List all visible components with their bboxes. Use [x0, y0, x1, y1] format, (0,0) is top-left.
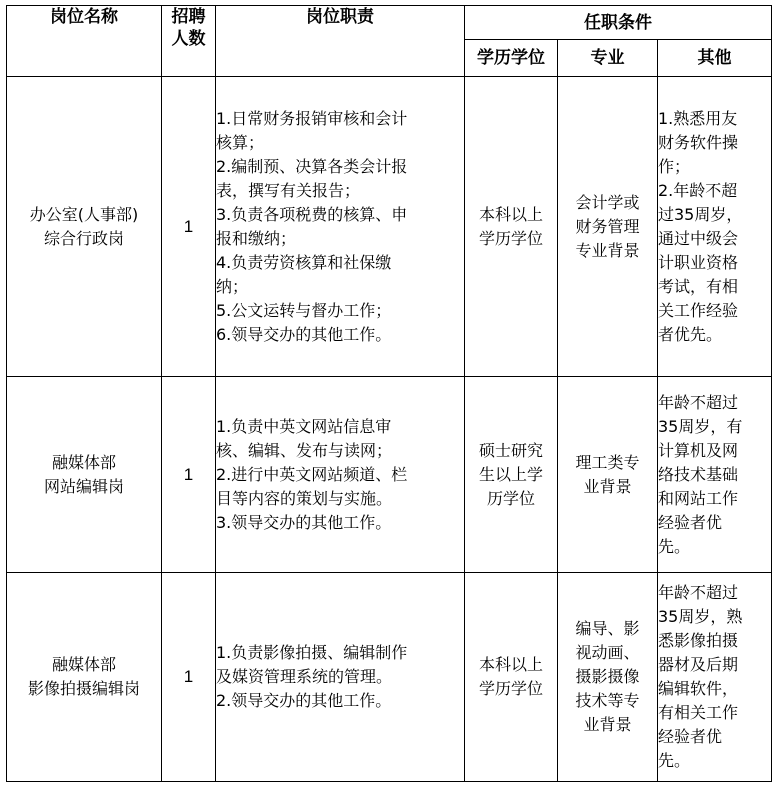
recruit-count-cell: 1: [162, 377, 216, 573]
header-duties: 岗位职责: [216, 6, 465, 77]
recruitment-table: [6, 5, 772, 782]
major-cell: 编导、影 视动画、 摄影摄像 技术等专 业背景: [558, 573, 658, 782]
other-requirements-cell: 年龄不超过 35周岁，有 计算机及网 络技术基础 和网站工作 经验者优 先。: [658, 377, 772, 573]
table-row: [7, 77, 772, 377]
header-position-name: 岗位名称: [7, 6, 162, 77]
table-row: [7, 573, 772, 782]
recruit-count-cell: 1: [162, 77, 216, 377]
education-cell: 本科以上 学历学位: [465, 573, 558, 782]
table-row: [7, 377, 772, 573]
major-cell: 理工类专 业背景: [558, 377, 658, 573]
position-name-cell: 办公室(人事部) 综合行政岗: [7, 77, 162, 377]
major-cell: 会计学或 财务管理 专业背景: [558, 77, 658, 377]
other-requirements-cell: 年龄不超过 35周岁，熟 悉影像拍摄 器材及后期 编辑软件， 有相关工作 经验者优 先。: [658, 573, 772, 782]
header-education: 学历学位: [465, 40, 558, 77]
header-major: 专业: [558, 40, 658, 77]
other-requirements-cell: 1.熟悉用友 财务软件操 作； 2.年龄不超 过35周岁， 通过中级会 计职业资格 考试，有相 关工作经验 者优先。: [658, 77, 772, 377]
duties-cell: 1.负责中英文网站信息审 核、编辑、发布与读网； 2.进行中英文网站频道、栏 目等内容的策划与实施。 3.领导交办的其他工作。: [216, 377, 465, 573]
header-requirements: 任职条件: [465, 6, 772, 40]
education-cell: 本科以上 学历学位: [465, 77, 558, 377]
position-name-cell: 融媒体部 影像拍摄编辑岗: [7, 573, 162, 782]
recruit-count-cell: 1: [162, 573, 216, 782]
header-recruit-count: 招聘 人数: [162, 6, 216, 77]
duties-cell: 1.日常财务报销审核和会计 核算； 2.编制预、决算各类会计报 表，撰写有关报告； 3.负责各项税费的核算、申 报和缴纳； 4.负责劳资核算和社保缴 纳； 5.公文运转与督办工作； 6.领导交办的其他工作。: [216, 77, 465, 377]
education-cell: 硕士研究 生以上学 历学位: [465, 377, 558, 573]
position-name-cell: 融媒体部 网站编辑岗: [7, 377, 162, 573]
duties-cell: 1.负责影像拍摄、编辑制作 及媒资管理系统的管理。 2.领导交办的其他工作。: [216, 573, 465, 782]
header-other: 其他: [658, 40, 772, 77]
